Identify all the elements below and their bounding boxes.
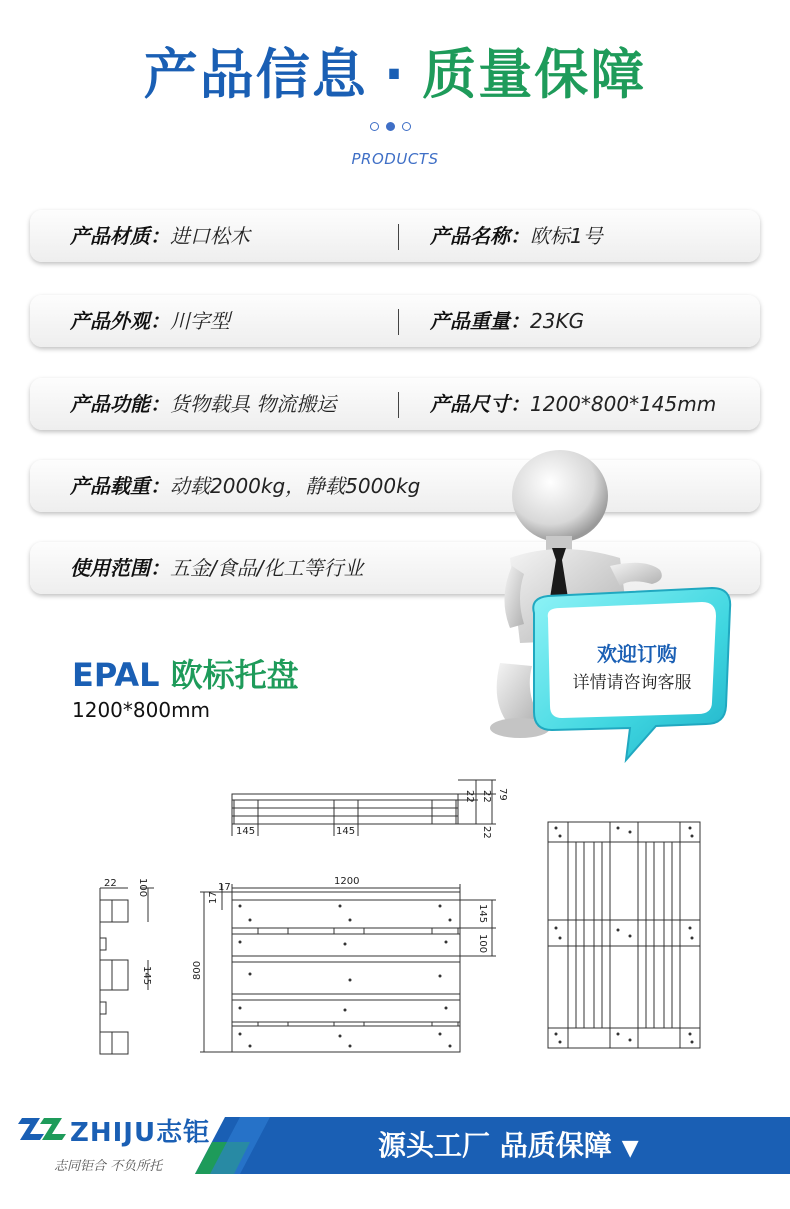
dot-icon bbox=[386, 122, 395, 131]
footer bbox=[0, 1100, 790, 1209]
spec-value: 五金/食品/化工等行业 bbox=[170, 556, 364, 580]
dim-label: 22 bbox=[464, 790, 475, 803]
spec-row bbox=[30, 295, 760, 347]
spec-item bbox=[70, 378, 336, 430]
spec-row bbox=[30, 210, 760, 262]
dim-label: 145 bbox=[477, 904, 488, 924]
spec-item bbox=[430, 295, 584, 347]
divider bbox=[398, 392, 399, 418]
spec-key: 产品重量： bbox=[430, 309, 530, 333]
spec-value: 动载2000kg，静载5000kg bbox=[170, 474, 421, 498]
dim-label: 17 bbox=[208, 891, 219, 904]
dim-label: 1200 bbox=[334, 876, 360, 887]
callout-subtitle: 详情请咨询客服 bbox=[572, 673, 692, 693]
spec-value: 川字型 bbox=[170, 309, 230, 333]
dot-icon bbox=[402, 122, 411, 131]
dim-label: 17 bbox=[218, 882, 231, 893]
spec-value: 货物载具 物流搬运 bbox=[170, 392, 337, 416]
spec-value: 1200*800*145mm bbox=[530, 392, 717, 416]
spec-key: 产品载重： bbox=[70, 474, 170, 498]
decorative-dots bbox=[370, 121, 420, 133]
spec-key: 产品尺寸： bbox=[430, 392, 530, 416]
dim-label: 22 bbox=[104, 878, 117, 889]
product-name-en: EPAL bbox=[72, 656, 160, 694]
spec-item bbox=[70, 210, 250, 262]
dim-label: 145 bbox=[236, 826, 256, 837]
brand-slogan: 志同钜合 不负所托 bbox=[54, 1159, 163, 1174]
footer-slogan-text: 源头工厂 品质保障 bbox=[378, 1129, 612, 1162]
product-name-cn: 欧标托盘 bbox=[170, 656, 299, 694]
spec-item bbox=[70, 295, 230, 347]
spec-item bbox=[70, 460, 420, 512]
dim-label: 145 bbox=[336, 826, 356, 837]
brand-logo: ZHIJU志钜 bbox=[70, 1118, 211, 1148]
spec-key: 产品功能： bbox=[70, 392, 170, 416]
dim-label: 145 bbox=[141, 966, 152, 986]
spec-item bbox=[70, 542, 363, 594]
mascot-figure bbox=[480, 448, 750, 768]
spec-value: 23KG bbox=[530, 309, 585, 333]
spec-row bbox=[30, 378, 760, 430]
page-title bbox=[0, 32, 790, 109]
spec-item bbox=[430, 378, 716, 430]
dim-label: 800 bbox=[192, 960, 203, 980]
dim-label: 79 bbox=[497, 788, 508, 801]
dim-label: 100 bbox=[477, 934, 488, 954]
divider bbox=[398, 309, 399, 335]
spec-key: 使用范围： bbox=[70, 556, 170, 580]
title-part2: 质量保障 bbox=[422, 43, 647, 106]
callout-title: 欢迎订购 bbox=[597, 642, 677, 666]
page-subtitle: PRODUCTS bbox=[351, 150, 439, 168]
logo-icon-part bbox=[18, 1118, 44, 1140]
technical-drawing bbox=[0, 770, 790, 1070]
title-part1: 产品信息 bbox=[143, 43, 368, 106]
mascot-illustration bbox=[480, 448, 750, 768]
footer-band-text bbox=[378, 1117, 639, 1174]
divider bbox=[398, 224, 399, 250]
product-name bbox=[72, 650, 299, 696]
product-size: 1200*800mm bbox=[72, 698, 211, 722]
spec-value: 进口松木 bbox=[170, 224, 250, 248]
dim-label: 100 bbox=[137, 878, 148, 898]
logo-icon-part bbox=[40, 1118, 66, 1140]
spec-key: 产品名称： bbox=[430, 224, 530, 248]
chevron-down-icon: ▼ bbox=[621, 1136, 639, 1161]
dim-label: 22 bbox=[481, 826, 492, 839]
spec-key: 产品外观： bbox=[70, 309, 170, 333]
dim-label: 22 bbox=[481, 790, 492, 803]
spec-item bbox=[430, 210, 603, 262]
dot-icon bbox=[370, 122, 379, 131]
spec-value: 欧标1号 bbox=[530, 224, 603, 248]
spec-key: 产品材质： bbox=[70, 224, 170, 248]
title-dot: · bbox=[383, 43, 407, 106]
